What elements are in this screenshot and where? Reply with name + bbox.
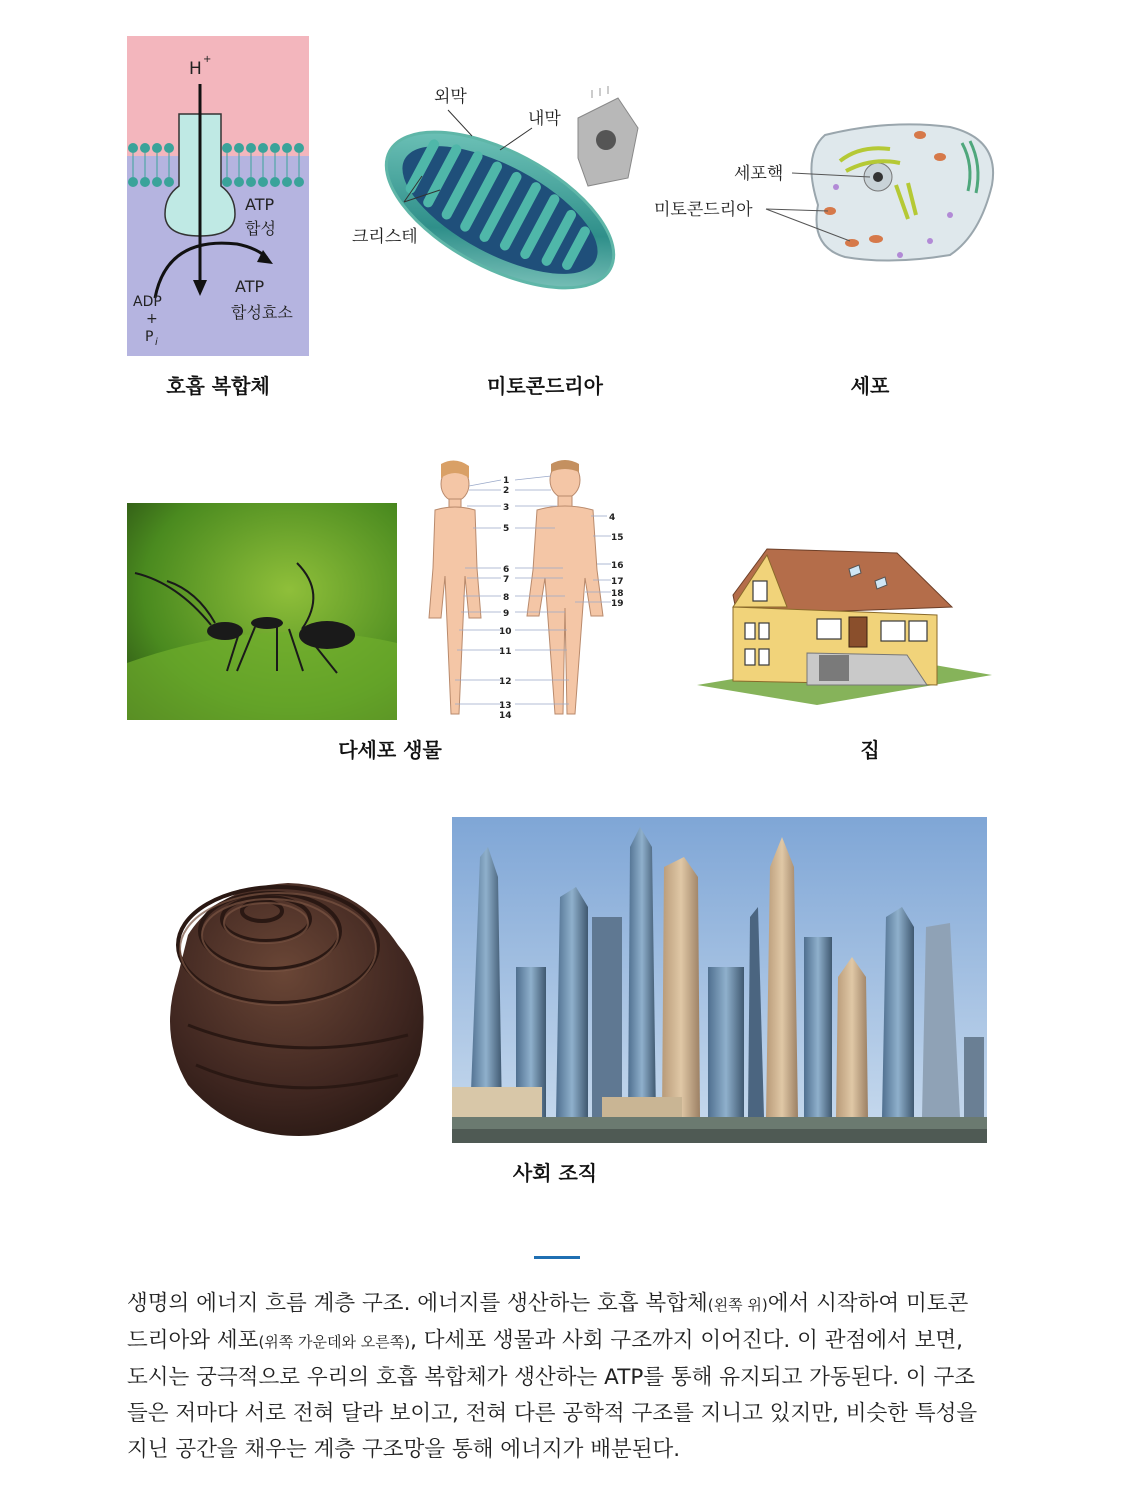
mito-cristae-label: 크리스테 — [352, 227, 418, 247]
body-num-2: 2 — [503, 486, 510, 496]
atp-synthesis-label-1: ATP — [245, 195, 275, 214]
respiratory-complex-diagram — [127, 36, 309, 356]
body-num-4: 4 — [609, 513, 616, 523]
body-num-7: 7 — [503, 575, 510, 585]
mito-inner-label: 내막 — [528, 109, 561, 129]
body-num-12: 12 — [499, 677, 512, 687]
termite-nest-photo — [148, 865, 433, 1145]
paragraph-part-2: 에서 시작하여 미토콘드리아와 세포 — [127, 1291, 969, 1353]
caption-cell: 세포 — [850, 374, 890, 398]
body-num-9: 9 — [503, 609, 510, 619]
body-num-8: 8 — [503, 593, 510, 603]
figure-caption-paragraph — [127, 1286, 989, 1468]
caption-mitochondria: 미토콘드리아 — [487, 374, 603, 398]
paragraph-note-1: (왼쪽 위) — [707, 1296, 768, 1314]
body-num-19: 19 — [611, 599, 624, 609]
plus-label: + — [146, 311, 158, 327]
cell-nucleus-label: 세포핵 — [734, 164, 784, 184]
paragraph-part-1: 생명의 에너지 흐름 계층 구조. 에너지를 생산하는 호흡 복합체 — [127, 1291, 708, 1316]
atp-enzyme-label-2: 합성효소 — [231, 303, 293, 322]
pi-sub: i — [155, 337, 158, 348]
pi-label: P — [145, 329, 154, 345]
house-illustration — [697, 545, 992, 710]
caption-organism: 다세포 생물 — [338, 738, 442, 762]
body-num-16: 16 — [611, 561, 624, 571]
paragraph-note-2: (위쪽 가운데와 오른쪽) — [258, 1333, 411, 1351]
body-num-1: 1 — [503, 476, 510, 486]
cell-illustration — [650, 115, 1000, 270]
body-num-6: 6 — [503, 565, 510, 575]
atp-synthesis-label-2: 합성 — [245, 219, 276, 238]
mitochondria-illustration — [350, 80, 650, 310]
caption-society: 사회 조직 — [512, 1161, 598, 1185]
caption-house: 집 — [860, 738, 880, 762]
city-skyline-photo — [452, 817, 987, 1143]
proton-sup: + — [203, 54, 212, 65]
body-num-14: 14 — [499, 711, 512, 721]
cell-mito-label: 미토콘드리아 — [654, 200, 753, 220]
atp-enzyme-label-1: ATP — [235, 277, 265, 296]
body-num-13: 13 — [499, 701, 512, 711]
body-num-5: 5 — [503, 524, 510, 534]
ant-photo — [127, 503, 397, 720]
body-num-18: 18 — [611, 589, 624, 599]
body-num-10: 10 — [499, 627, 512, 637]
adp-label: ADP — [133, 294, 162, 310]
body-num-3: 3 — [503, 503, 510, 513]
caption-respiratory-complex: 호흡 복합체 — [166, 374, 270, 398]
caption-divider — [534, 1256, 580, 1259]
mito-outer-label: 외막 — [434, 87, 467, 107]
human-body-diagram — [415, 458, 630, 723]
body-num-15: 15 — [611, 533, 624, 543]
body-num-17: 17 — [611, 577, 624, 587]
proton-label: H — [189, 59, 202, 79]
paragraph-part-3: , 다세포 생물과 사회 구조까지 이어진다. 이 관점에서 보면, 도시는 궁극적으로 우리의 호흡 복합체가 생산하는 ATP를 통해 유지되고 가동된다. 이 구조들은 저마다 서로 전혀 달라 보이고, 전혀 다른 공학적 구조를 지니고 있지만, 비슷한 특성을 지닌 공간을 채우는 계층 구조망을 통해 에너지가 배분된다. — [127, 1328, 978, 1462]
body-num-11: 11 — [499, 647, 512, 657]
